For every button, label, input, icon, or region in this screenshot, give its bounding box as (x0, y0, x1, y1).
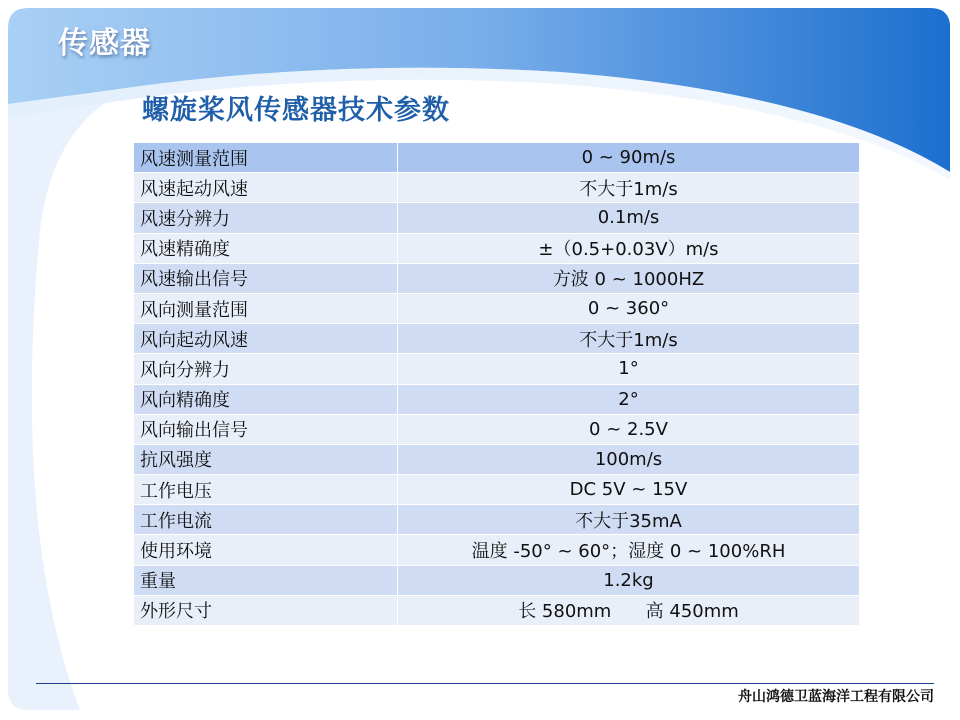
param-name: 风速分辨力 (134, 203, 398, 233)
param-name: 风向精确度 (134, 384, 398, 414)
table-row (134, 324, 860, 354)
table-row (134, 444, 860, 474)
table-row (134, 414, 860, 444)
table-row (134, 143, 860, 173)
param-value: 1° (398, 354, 860, 384)
param-value: 不大于1m/s (398, 173, 860, 203)
table-row (134, 203, 860, 233)
section-title: 传感器 (58, 26, 151, 61)
param-value: 100m/s (398, 444, 860, 474)
slide-heading: 螺旋桨风传感器技术参数 (142, 95, 450, 126)
table-row (134, 535, 860, 565)
param-name: 风速输出信号 (134, 263, 398, 293)
table-row (134, 354, 860, 384)
param-name: 风速精确度 (134, 233, 398, 263)
param-value: 0 ~ 360° (398, 293, 860, 323)
param-value: 不大于35mA (398, 505, 860, 535)
table-row (134, 595, 860, 625)
param-value: 0.1m/s (398, 203, 860, 233)
param-value: 2° (398, 384, 860, 414)
param-value: 0 ~ 90m/s (398, 143, 860, 173)
param-value: ±（0.5+0.03V）m/s (398, 233, 860, 263)
footer-divider (36, 683, 934, 684)
table-row (134, 173, 860, 203)
param-name: 风向输出信号 (134, 414, 398, 444)
table-row (134, 293, 860, 323)
table-row (134, 263, 860, 293)
param-value: 温度 -50° ~ 60°；湿度 0 ~ 100%RH (398, 535, 860, 565)
param-name: 抗风强度 (134, 444, 398, 474)
param-name: 外形尺寸 (134, 595, 398, 625)
spec-table (133, 142, 860, 626)
param-value: DC 5V ~ 15V (398, 475, 860, 505)
param-name: 风向分辨力 (134, 354, 398, 384)
left-edge-decoration (0, 90, 140, 720)
table-row (134, 233, 860, 263)
param-name: 风向起动风速 (134, 324, 398, 354)
param-value: 方波 0 ~ 1000HZ (398, 263, 860, 293)
param-value: 不大于1m/s (398, 324, 860, 354)
param-value: 长 580mm 高 450mm (398, 595, 860, 625)
table-row (134, 505, 860, 535)
param-name: 风速测量范围 (134, 143, 398, 173)
table-row (134, 475, 860, 505)
param-name: 风速起动风速 (134, 173, 398, 203)
param-name: 风向测量范围 (134, 293, 398, 323)
company-name: 舟山鸿德卫蓝海洋工程有限公司 (738, 689, 934, 705)
param-name: 工作电流 (134, 505, 398, 535)
param-name: 工作电压 (134, 475, 398, 505)
param-name: 使用环境 (134, 535, 398, 565)
param-name: 重量 (134, 565, 398, 595)
table-row (134, 565, 860, 595)
param-value: 1.2kg (398, 565, 860, 595)
table-row (134, 384, 860, 414)
param-value: 0 ~ 2.5V (398, 414, 860, 444)
